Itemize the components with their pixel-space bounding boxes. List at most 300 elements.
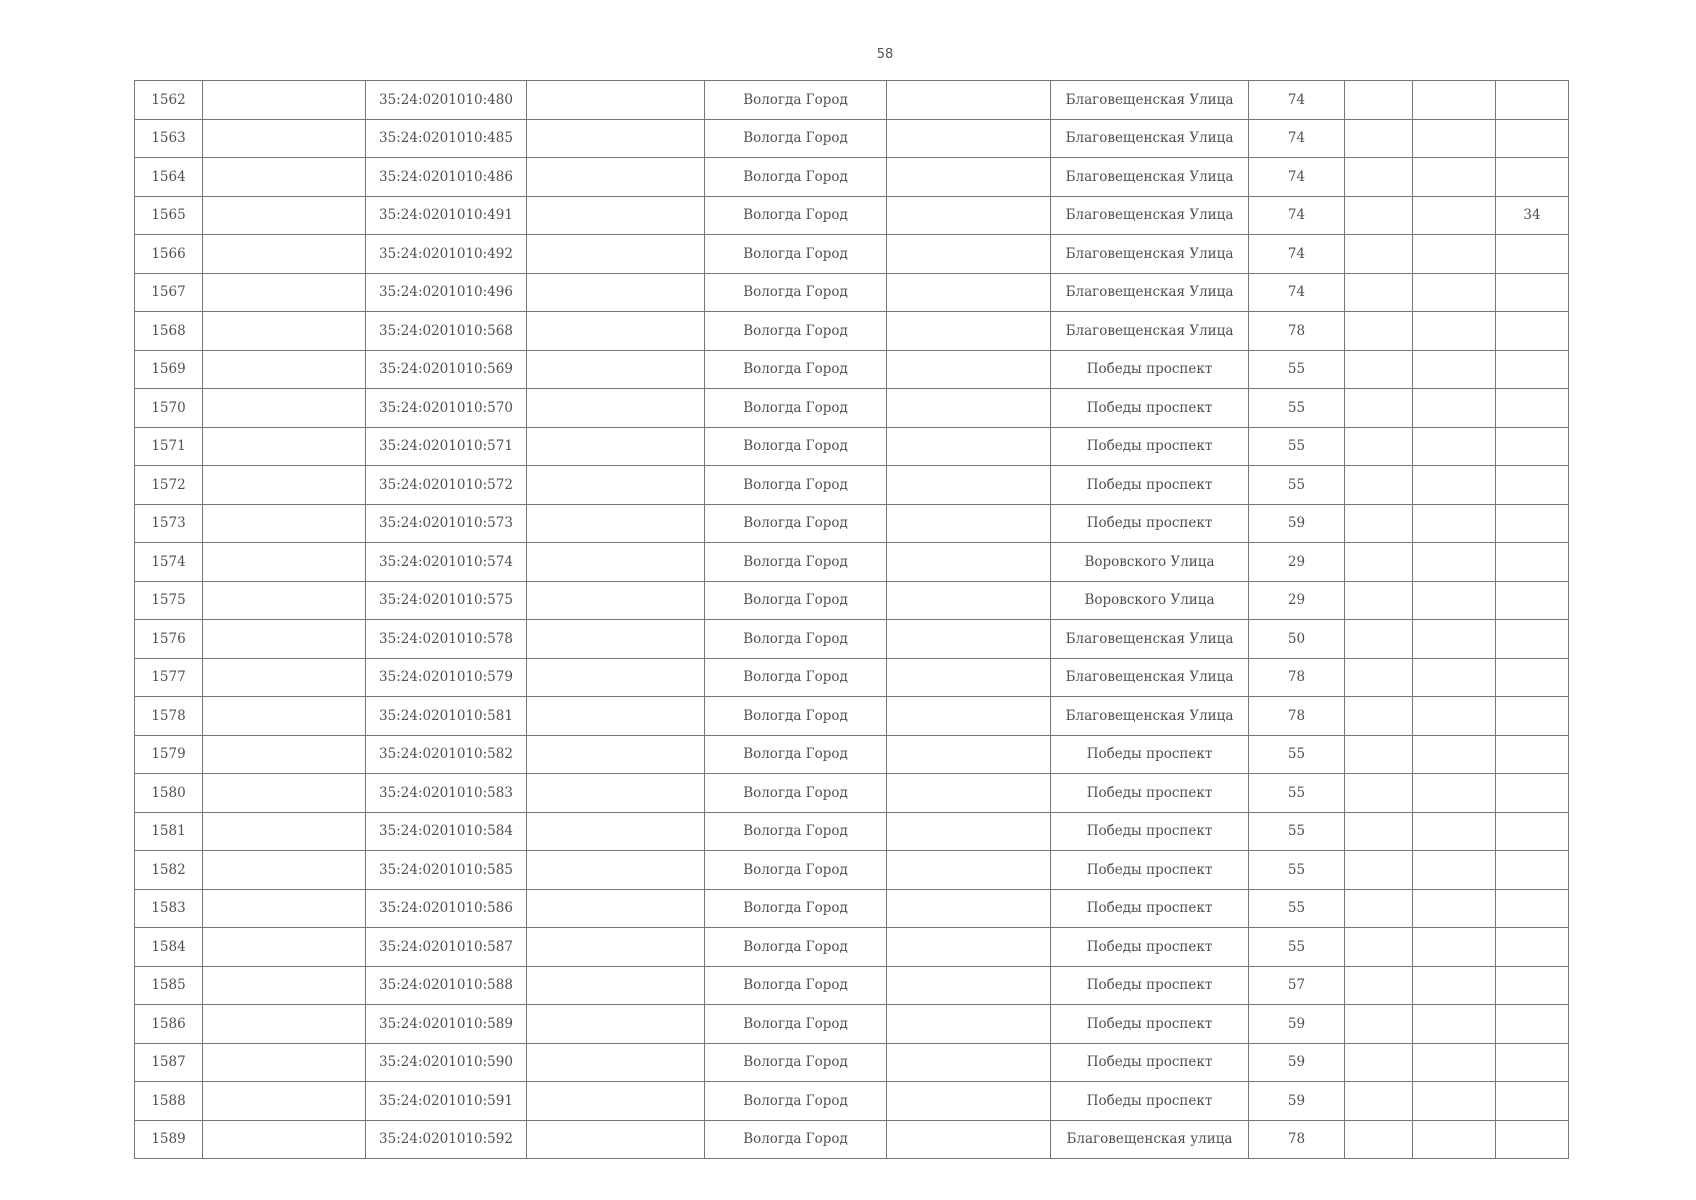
- empty-cell: [1413, 812, 1496, 851]
- empty-cell: [1345, 466, 1413, 505]
- extra-value-cell: [1496, 81, 1569, 120]
- empty-cell: [887, 889, 1051, 928]
- city-cell: Вологда Город: [705, 851, 887, 890]
- empty-cell: [527, 543, 705, 582]
- empty-cell: [1345, 273, 1413, 312]
- empty-cell: [887, 966, 1051, 1005]
- city-cell: Вологда Город: [705, 389, 887, 428]
- table-row: [135, 851, 1569, 890]
- row-number-cell: 1564: [135, 158, 203, 197]
- street-cell: Благовещенская Улица: [1051, 697, 1249, 736]
- empty-cell: [527, 851, 705, 890]
- cadastral-number-cell: 35:24:0201010:584: [366, 812, 527, 851]
- house-number-cell: 59: [1249, 1082, 1345, 1121]
- empty-cell: [887, 851, 1051, 890]
- empty-cell: [1345, 1120, 1413, 1159]
- empty-cell: [1345, 81, 1413, 120]
- empty-cell: [1345, 543, 1413, 582]
- extra-value-cell: [1496, 504, 1569, 543]
- city-cell: Вологда Город: [705, 658, 887, 697]
- empty-cell: [887, 697, 1051, 736]
- empty-cell: [203, 1082, 366, 1121]
- row-number-cell: 1581: [135, 812, 203, 851]
- empty-cell: [1413, 1120, 1496, 1159]
- cadastral-number-cell: 35:24:0201010:572: [366, 466, 527, 505]
- empty-cell: [1345, 350, 1413, 389]
- empty-cell: [1345, 158, 1413, 197]
- empty-cell: [527, 235, 705, 274]
- row-number-cell: 1586: [135, 1005, 203, 1044]
- empty-cell: [203, 235, 366, 274]
- empty-cell: [203, 119, 366, 158]
- table-row: [135, 389, 1569, 428]
- extra-value-cell: [1496, 735, 1569, 774]
- street-cell: Победы проспект: [1051, 735, 1249, 774]
- street-cell: Благовещенская улица: [1051, 1120, 1249, 1159]
- cadastral-number-cell: 35:24:0201010:582: [366, 735, 527, 774]
- row-number-cell: 1576: [135, 620, 203, 659]
- table-row: [135, 697, 1569, 736]
- city-cell: Вологда Город: [705, 235, 887, 274]
- empty-cell: [203, 812, 366, 851]
- empty-cell: [1345, 312, 1413, 351]
- empty-cell: [887, 427, 1051, 466]
- table-row: [135, 658, 1569, 697]
- empty-cell: [1345, 966, 1413, 1005]
- empty-cell: [887, 812, 1051, 851]
- empty-cell: [887, 466, 1051, 505]
- empty-cell: [1413, 1043, 1496, 1082]
- street-cell: Победы проспект: [1051, 966, 1249, 1005]
- street-cell: Победы проспект: [1051, 466, 1249, 505]
- city-cell: Вологда Город: [705, 1082, 887, 1121]
- empty-cell: [887, 235, 1051, 274]
- cadastral-number-cell: 35:24:0201010:569: [366, 350, 527, 389]
- table-row: [135, 812, 1569, 851]
- empty-cell: [887, 196, 1051, 235]
- cadastral-number-cell: 35:24:0201010:486: [366, 158, 527, 197]
- table-row: [135, 427, 1569, 466]
- cadastral-number-cell: 35:24:0201010:591: [366, 1082, 527, 1121]
- street-cell: Благовещенская Улица: [1051, 658, 1249, 697]
- city-cell: Вологда Город: [705, 889, 887, 928]
- extra-value-cell: [1496, 235, 1569, 274]
- empty-cell: [527, 1082, 705, 1121]
- empty-cell: [1345, 658, 1413, 697]
- cadastral-number-cell: 35:24:0201010:485: [366, 119, 527, 158]
- empty-cell: [203, 1120, 366, 1159]
- row-number-cell: 1583: [135, 889, 203, 928]
- city-cell: Вологда Город: [705, 119, 887, 158]
- table-row: [135, 774, 1569, 813]
- empty-cell: [527, 735, 705, 774]
- empty-cell: [1413, 273, 1496, 312]
- house-number-cell: 50: [1249, 620, 1345, 659]
- house-number-cell: 59: [1249, 1005, 1345, 1044]
- cadastral-number-cell: 35:24:0201010:587: [366, 928, 527, 967]
- extra-value-cell: [1496, 312, 1569, 351]
- table-body: [135, 81, 1569, 1159]
- house-number-cell: 74: [1249, 196, 1345, 235]
- extra-value-cell: [1496, 812, 1569, 851]
- extra-value-cell: [1496, 889, 1569, 928]
- street-cell: Благовещенская Улица: [1051, 81, 1249, 120]
- table-row: [135, 1043, 1569, 1082]
- cadastral-number-cell: 35:24:0201010:480: [366, 81, 527, 120]
- extra-value-cell: [1496, 543, 1569, 582]
- empty-cell: [1413, 158, 1496, 197]
- house-number-cell: 78: [1249, 1120, 1345, 1159]
- extra-value-cell: [1496, 774, 1569, 813]
- empty-cell: [203, 620, 366, 659]
- cadastral-number-cell: 35:24:0201010:573: [366, 504, 527, 543]
- extra-value-cell: [1496, 1043, 1569, 1082]
- house-number-cell: 55: [1249, 350, 1345, 389]
- empty-cell: [527, 581, 705, 620]
- row-number-cell: 1563: [135, 119, 203, 158]
- registry-table: [134, 80, 1569, 1159]
- house-number-cell: 59: [1249, 1043, 1345, 1082]
- row-number-cell: 1573: [135, 504, 203, 543]
- empty-cell: [203, 658, 366, 697]
- street-cell: Благовещенская Улица: [1051, 119, 1249, 158]
- house-number-cell: 78: [1249, 697, 1345, 736]
- empty-cell: [1345, 774, 1413, 813]
- table-row: [135, 1120, 1569, 1159]
- empty-cell: [203, 389, 366, 428]
- extra-value-cell: [1496, 658, 1569, 697]
- empty-cell: [887, 928, 1051, 967]
- empty-cell: [203, 504, 366, 543]
- empty-cell: [1413, 735, 1496, 774]
- extra-value-cell: [1496, 851, 1569, 890]
- empty-cell: [1413, 1005, 1496, 1044]
- empty-cell: [1413, 350, 1496, 389]
- row-number-cell: 1582: [135, 851, 203, 890]
- extra-value-cell: [1496, 273, 1569, 312]
- empty-cell: [203, 427, 366, 466]
- empty-cell: [887, 1043, 1051, 1082]
- house-number-cell: 74: [1249, 273, 1345, 312]
- house-number-cell: 59: [1249, 504, 1345, 543]
- table-row: [135, 235, 1569, 274]
- city-cell: Вологда Город: [705, 928, 887, 967]
- house-number-cell: 74: [1249, 158, 1345, 197]
- house-number-cell: 55: [1249, 928, 1345, 967]
- street-cell: Победы проспект: [1051, 389, 1249, 428]
- table-row: [135, 466, 1569, 505]
- empty-cell: [1345, 389, 1413, 428]
- empty-cell: [887, 735, 1051, 774]
- cadastral-number-cell: 35:24:0201010:583: [366, 774, 527, 813]
- extra-value-cell: [1496, 427, 1569, 466]
- street-cell: Победы проспект: [1051, 774, 1249, 813]
- cadastral-number-cell: 35:24:0201010:491: [366, 196, 527, 235]
- empty-cell: [887, 1005, 1051, 1044]
- house-number-cell: 55: [1249, 851, 1345, 890]
- table-row: [135, 81, 1569, 120]
- extra-value-cell: 34: [1496, 196, 1569, 235]
- empty-cell: [203, 966, 366, 1005]
- city-cell: Вологда Город: [705, 812, 887, 851]
- cadastral-number-cell: 35:24:0201010:579: [366, 658, 527, 697]
- empty-cell: [527, 350, 705, 389]
- city-cell: Вологда Город: [705, 1120, 887, 1159]
- house-number-cell: 29: [1249, 543, 1345, 582]
- empty-cell: [887, 774, 1051, 813]
- empty-cell: [527, 1043, 705, 1082]
- house-number-cell: 55: [1249, 466, 1345, 505]
- empty-cell: [203, 350, 366, 389]
- empty-cell: [527, 427, 705, 466]
- city-cell: Вологда Город: [705, 81, 887, 120]
- city-cell: Вологда Город: [705, 466, 887, 505]
- empty-cell: [1413, 851, 1496, 890]
- city-cell: Вологда Город: [705, 543, 887, 582]
- street-cell: Воровского Улица: [1051, 543, 1249, 582]
- row-number-cell: 1566: [135, 235, 203, 274]
- row-number-cell: 1584: [135, 928, 203, 967]
- street-cell: Победы проспект: [1051, 427, 1249, 466]
- empty-cell: [1413, 620, 1496, 659]
- empty-cell: [527, 119, 705, 158]
- table-row: [135, 889, 1569, 928]
- row-number-cell: 1568: [135, 312, 203, 351]
- empty-cell: [203, 735, 366, 774]
- city-cell: Вологда Город: [705, 735, 887, 774]
- city-cell: Вологда Город: [705, 312, 887, 351]
- extra-value-cell: [1496, 1082, 1569, 1121]
- city-cell: Вологда Город: [705, 774, 887, 813]
- city-cell: Вологда Город: [705, 966, 887, 1005]
- empty-cell: [1413, 1082, 1496, 1121]
- empty-cell: [203, 196, 366, 235]
- row-number-cell: 1575: [135, 581, 203, 620]
- street-cell: Благовещенская Улица: [1051, 196, 1249, 235]
- street-cell: Победы проспект: [1051, 889, 1249, 928]
- empty-cell: [1413, 81, 1496, 120]
- empty-cell: [527, 966, 705, 1005]
- empty-cell: [203, 543, 366, 582]
- row-number-cell: 1574: [135, 543, 203, 582]
- house-number-cell: 55: [1249, 389, 1345, 428]
- cadastral-number-cell: 35:24:0201010:590: [366, 1043, 527, 1082]
- empty-cell: [203, 928, 366, 967]
- house-number-cell: 55: [1249, 427, 1345, 466]
- table-row: [135, 928, 1569, 967]
- table-row: [135, 966, 1569, 1005]
- cadastral-number-cell: 35:24:0201010:574: [366, 543, 527, 582]
- cadastral-number-cell: 35:24:0201010:578: [366, 620, 527, 659]
- street-cell: Победы проспект: [1051, 350, 1249, 389]
- page-number: 58: [876, 47, 894, 62]
- street-cell: Победы проспект: [1051, 812, 1249, 851]
- city-cell: Вологда Город: [705, 427, 887, 466]
- empty-cell: [203, 466, 366, 505]
- empty-cell: [1345, 119, 1413, 158]
- empty-cell: [1413, 312, 1496, 351]
- cadastral-number-cell: 35:24:0201010:588: [366, 966, 527, 1005]
- empty-cell: [1413, 504, 1496, 543]
- empty-cell: [1413, 466, 1496, 505]
- street-cell: Благовещенская Улица: [1051, 273, 1249, 312]
- empty-cell: [203, 1005, 366, 1044]
- street-cell: Победы проспект: [1051, 1082, 1249, 1121]
- extra-value-cell: [1496, 466, 1569, 505]
- empty-cell: [203, 158, 366, 197]
- empty-cell: [1345, 1043, 1413, 1082]
- empty-cell: [1413, 581, 1496, 620]
- extra-value-cell: [1496, 697, 1569, 736]
- empty-cell: [887, 1082, 1051, 1121]
- empty-cell: [887, 119, 1051, 158]
- city-cell: Вологда Город: [705, 1005, 887, 1044]
- street-cell: Благовещенская Улица: [1051, 620, 1249, 659]
- empty-cell: [887, 389, 1051, 428]
- house-number-cell: 74: [1249, 81, 1345, 120]
- empty-cell: [1413, 889, 1496, 928]
- city-cell: Вологда Город: [705, 697, 887, 736]
- extra-value-cell: [1496, 350, 1569, 389]
- row-number-cell: 1570: [135, 389, 203, 428]
- row-number-cell: 1585: [135, 966, 203, 1005]
- cadastral-number-cell: 35:24:0201010:571: [366, 427, 527, 466]
- street-cell: Благовещенская Улица: [1051, 312, 1249, 351]
- empty-cell: [887, 1120, 1051, 1159]
- house-number-cell: 74: [1249, 235, 1345, 274]
- row-number-cell: 1577: [135, 658, 203, 697]
- extra-value-cell: [1496, 158, 1569, 197]
- empty-cell: [527, 928, 705, 967]
- city-cell: Вологда Город: [705, 620, 887, 659]
- empty-cell: [887, 581, 1051, 620]
- empty-cell: [887, 312, 1051, 351]
- empty-cell: [203, 889, 366, 928]
- city-cell: Вологда Город: [705, 1043, 887, 1082]
- extra-value-cell: [1496, 620, 1569, 659]
- extra-value-cell: [1496, 1120, 1569, 1159]
- table-row: [135, 196, 1569, 235]
- empty-cell: [203, 81, 366, 120]
- cadastral-number-cell: 35:24:0201010:585: [366, 851, 527, 890]
- house-number-cell: 57: [1249, 966, 1345, 1005]
- table-row: [135, 581, 1569, 620]
- extra-value-cell: [1496, 928, 1569, 967]
- table-row: [135, 620, 1569, 659]
- street-cell: Победы проспект: [1051, 928, 1249, 967]
- street-cell: Победы проспект: [1051, 504, 1249, 543]
- empty-cell: [1345, 812, 1413, 851]
- row-number-cell: 1588: [135, 1082, 203, 1121]
- empty-cell: [887, 158, 1051, 197]
- empty-cell: [1413, 928, 1496, 967]
- empty-cell: [203, 1043, 366, 1082]
- empty-cell: [527, 1120, 705, 1159]
- table-row: [135, 273, 1569, 312]
- empty-cell: [203, 312, 366, 351]
- empty-cell: [203, 581, 366, 620]
- empty-cell: [887, 620, 1051, 659]
- empty-cell: [1345, 1082, 1413, 1121]
- empty-cell: [527, 273, 705, 312]
- cadastral-number-cell: 35:24:0201010:592: [366, 1120, 527, 1159]
- table-row: [135, 1005, 1569, 1044]
- cadastral-number-cell: 35:24:0201010:589: [366, 1005, 527, 1044]
- house-number-cell: 78: [1249, 312, 1345, 351]
- row-number-cell: 1571: [135, 427, 203, 466]
- extra-value-cell: [1496, 119, 1569, 158]
- cadastral-number-cell: 35:24:0201010:575: [366, 581, 527, 620]
- house-number-cell: 55: [1249, 889, 1345, 928]
- table-row: [135, 1082, 1569, 1121]
- house-number-cell: 29: [1249, 581, 1345, 620]
- empty-cell: [1413, 196, 1496, 235]
- empty-cell: [887, 81, 1051, 120]
- empty-cell: [887, 543, 1051, 582]
- empty-cell: [1345, 504, 1413, 543]
- empty-cell: [887, 273, 1051, 312]
- extra-value-cell: [1496, 1005, 1569, 1044]
- empty-cell: [1345, 697, 1413, 736]
- house-number-cell: 74: [1249, 119, 1345, 158]
- empty-cell: [527, 889, 705, 928]
- row-number-cell: 1572: [135, 466, 203, 505]
- extra-value-cell: [1496, 966, 1569, 1005]
- empty-cell: [527, 774, 705, 813]
- empty-cell: [527, 196, 705, 235]
- empty-cell: [1345, 735, 1413, 774]
- table-row: [135, 350, 1569, 389]
- empty-cell: [527, 466, 705, 505]
- empty-cell: [1345, 851, 1413, 890]
- empty-cell: [1345, 1005, 1413, 1044]
- house-number-cell: 55: [1249, 812, 1345, 851]
- cadastral-number-cell: 35:24:0201010:581: [366, 697, 527, 736]
- table-row: [135, 158, 1569, 197]
- empty-cell: [1413, 427, 1496, 466]
- street-cell: Благовещенская Улица: [1051, 235, 1249, 274]
- table-row: [135, 119, 1569, 158]
- empty-cell: [1413, 774, 1496, 813]
- empty-cell: [1345, 427, 1413, 466]
- row-number-cell: 1589: [135, 1120, 203, 1159]
- extra-value-cell: [1496, 581, 1569, 620]
- empty-cell: [1413, 543, 1496, 582]
- street-cell: Благовещенская Улица: [1051, 158, 1249, 197]
- row-number-cell: 1587: [135, 1043, 203, 1082]
- empty-cell: [1345, 889, 1413, 928]
- table-row: [135, 504, 1569, 543]
- table-row: [135, 735, 1569, 774]
- empty-cell: [1413, 966, 1496, 1005]
- empty-cell: [1345, 928, 1413, 967]
- street-cell: Победы проспект: [1051, 851, 1249, 890]
- cadastral-number-cell: 35:24:0201010:492: [366, 235, 527, 274]
- empty-cell: [1345, 620, 1413, 659]
- empty-cell: [203, 273, 366, 312]
- city-cell: Вологда Город: [705, 350, 887, 389]
- empty-cell: [1345, 235, 1413, 274]
- house-number-cell: 55: [1249, 735, 1345, 774]
- empty-cell: [1413, 697, 1496, 736]
- empty-cell: [887, 350, 1051, 389]
- house-number-cell: 78: [1249, 658, 1345, 697]
- empty-cell: [527, 658, 705, 697]
- street-cell: Победы проспект: [1051, 1043, 1249, 1082]
- row-number-cell: 1567: [135, 273, 203, 312]
- row-number-cell: 1569: [135, 350, 203, 389]
- empty-cell: [527, 389, 705, 428]
